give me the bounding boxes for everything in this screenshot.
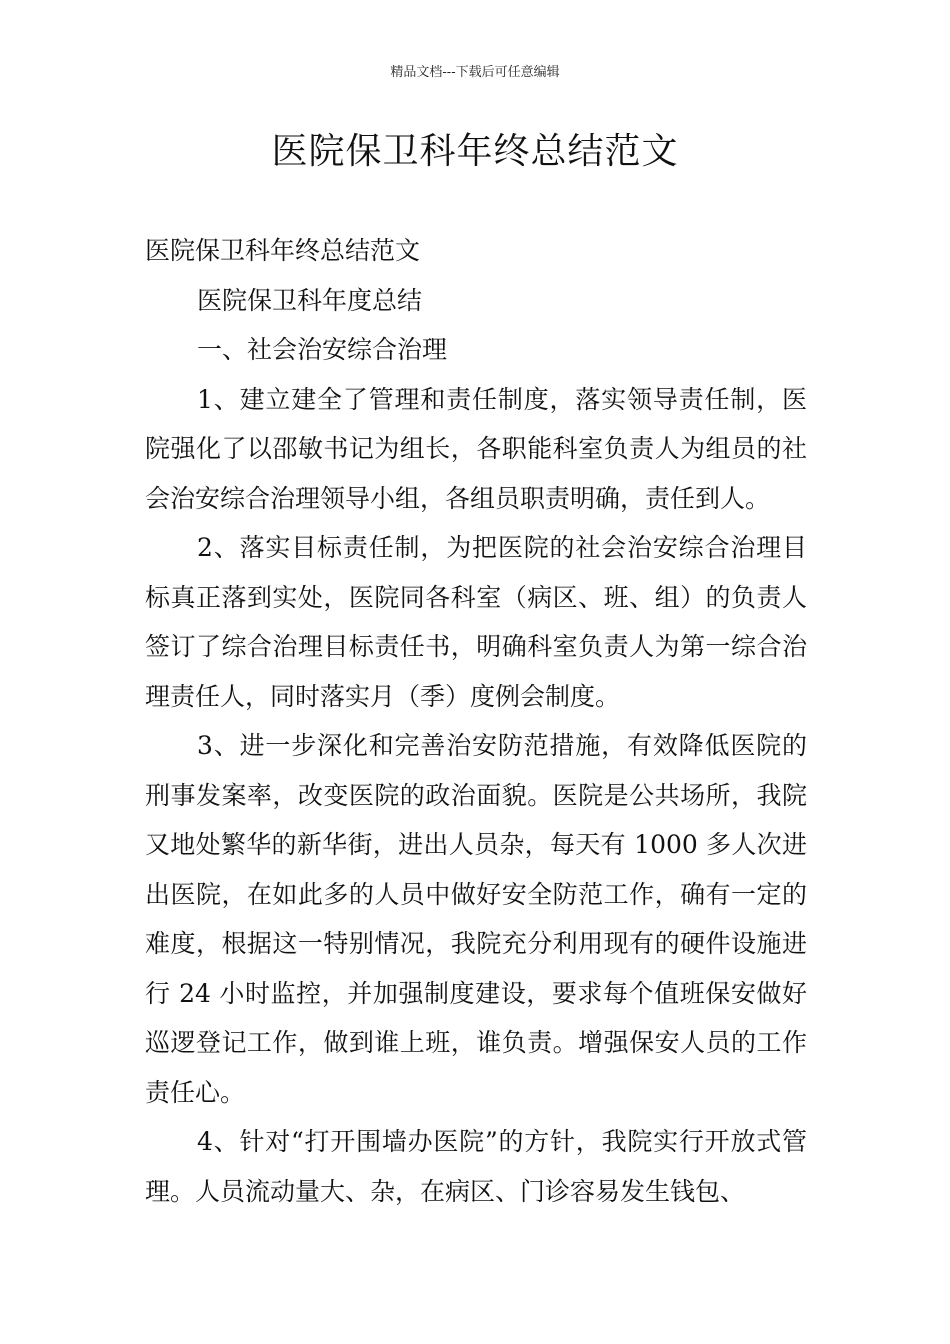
paragraph-item-2: 2、落实目标责任制，为把医院的社会治安综合治理目标真正落到实处，医院同各科室（病区、班、组）的负责人签订了综合治理目标责任书，明确科室负责人为第一综合治理责任人，同时落实月（季）度例会制度。	[145, 533, 807, 711]
paragraph-item-3: 3、进一步深化和完善治安防范措施，有效降低医院的刑事发案率，改变医院的政治面貌。医院是公共场所，我院又地处繁华的新华街，进出人员杂，每天有 1000 多人次进出医院，在如此多的人员中做好安全防范工作，确有一定的难度，根据这一特别情况，我院充分利用现有的硬件设施进行 24 小时监控，并加强制度建设，要求每个值班保安做好巡逻登记工作，做到谁上班，谁负责。增强保安人员的工作责任心。	[145, 731, 807, 1107]
header-note: 精品文档---下载后可任意编辑	[390, 65, 560, 80]
document-body	[145, 226, 807, 1216]
document-title: 医院保卫科年终总结范文	[271, 131, 679, 172]
paragraph-subtitle: 医院保卫科年终总结范文	[145, 236, 421, 265]
paragraph-heading: 医院保卫科年度总结	[197, 285, 423, 315]
paragraph-item-4: 4、针对“打开围墙办医院”的方针，我院实行开放式管理。人员流动量大、杂，在病区、门诊容易发生钱包、	[145, 1127, 807, 1206]
section-heading: 一、社会治安综合治理	[197, 335, 448, 364]
paragraph-item-1: 1、建立建全了管理和责任制度，落实领导责任制，医院强化了以邵敏书记为组长，各职能科室负责人为组员的社会治安综合治理领导小组，各组员职责明确，责任到人。	[145, 384, 807, 513]
